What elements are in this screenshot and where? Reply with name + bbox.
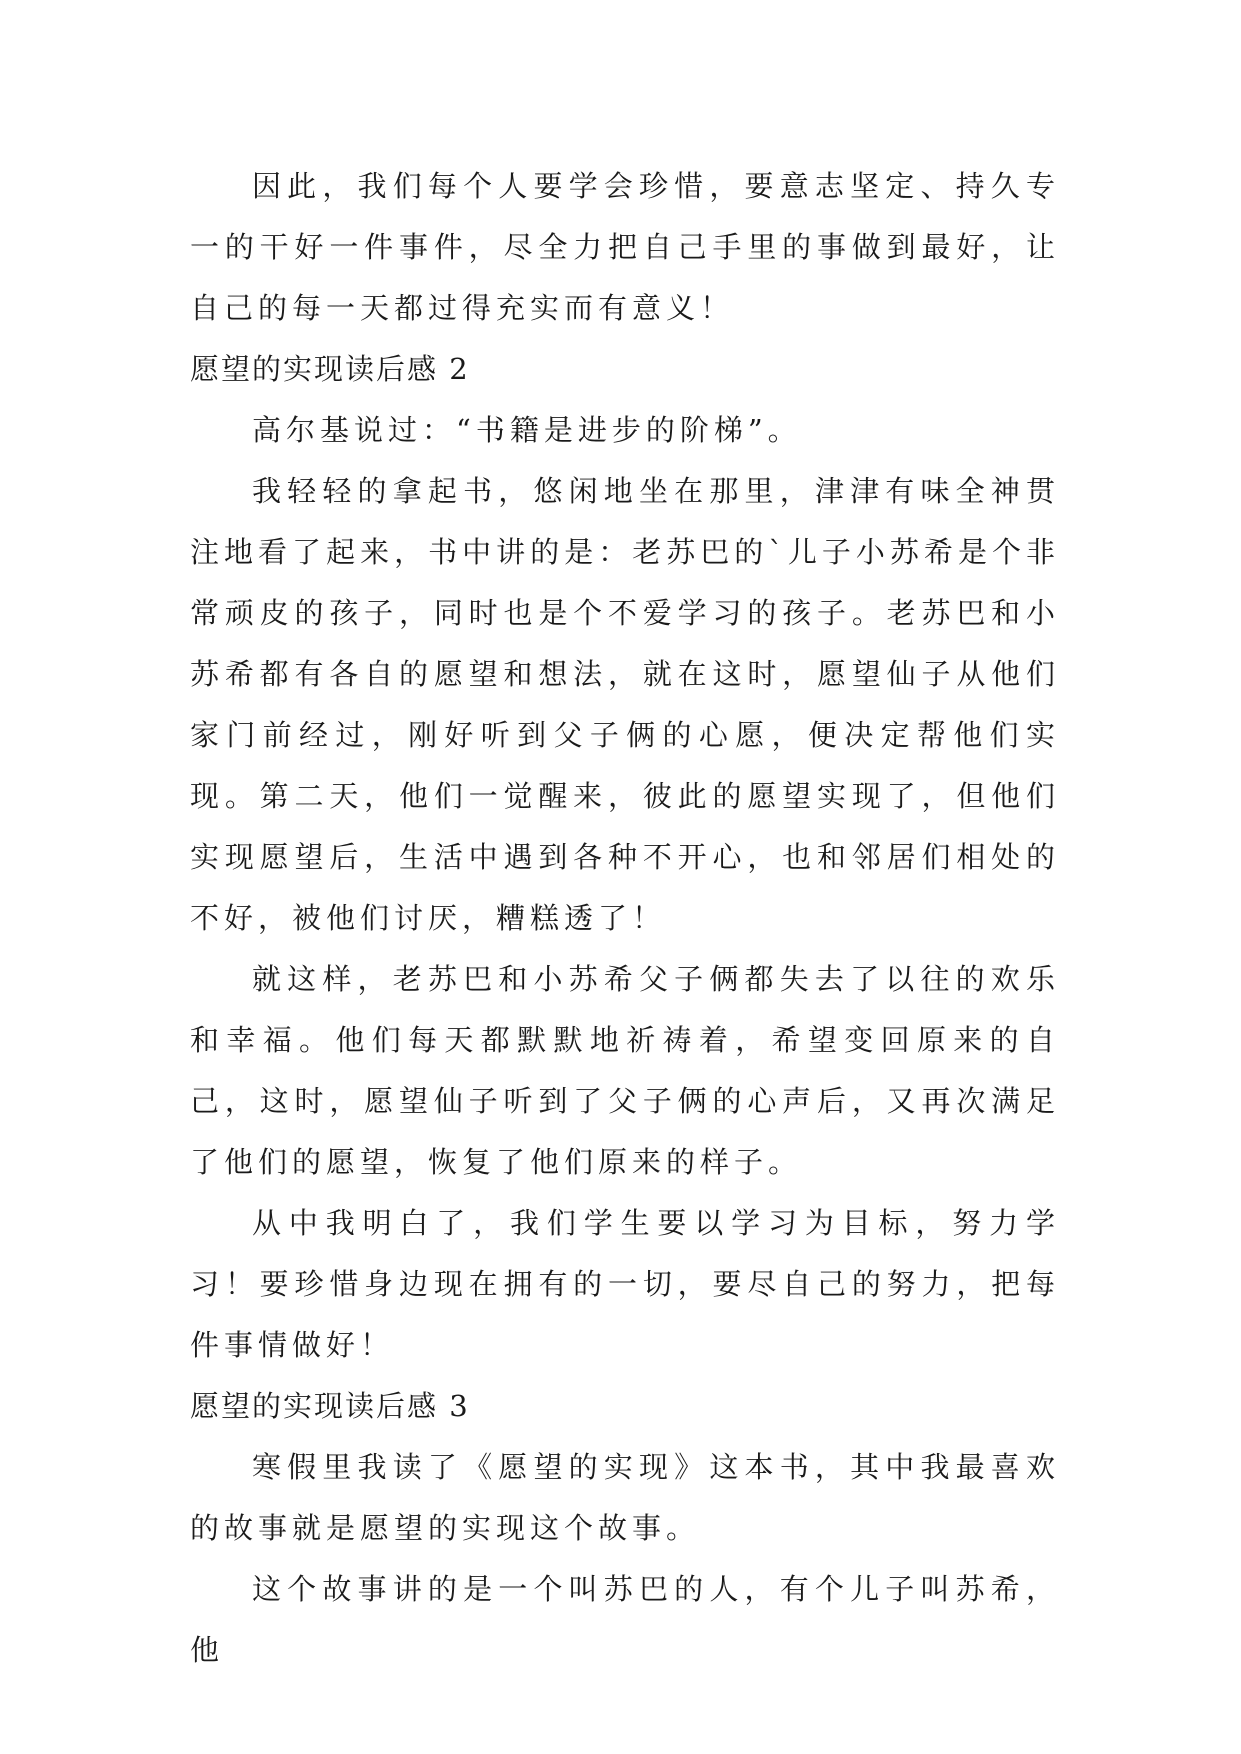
paragraph-story-summary: 我轻轻的拿起书，悠闲地坐在那里，津津有味全神贯注地看了起来，书中讲的是：老苏巴的`儿子小苏希是个非常顽皮的孩子，同时也是个不爱学习的孩子。老苏巴和小苏希都有各自的愿望和想法，就在这时，愿望仙子从他们家门前经过，刚好听到父子俩的心愿，便决定帮他们实现。第二天，他们一觉醒来，彼此的愿望实现了，但他们实现愿望后，生活中遇到各种不开心，也和邻居们相处的不好，被他们讨厌，糟糕透了！ <box>190 474 1060 935</box>
paragraph-gorky-quote: 高尔基说过：“书籍是进步的阶梯”。 <box>252 413 802 447</box>
paragraph-lesson: 从中我明白了，我们学生要以学习为目标，努力学习！要珍惜身边现在拥有的一切，要尽自己的努力，把每件事情做好！ <box>190 1206 1060 1362</box>
section-heading-3: 愿望的实现读后感 3 <box>190 1389 470 1423</box>
paragraph-winter-reading: 寒假里我读了《愿望的实现》这本书，其中我最喜欢的故事就是愿望的实现这个故事。 <box>190 1450 1060 1545</box>
paragraph-lost-happiness: 就这样，老苏巴和小苏希父子俩都失去了以往的欢乐和幸福。他们每天都默默地祈祷着，希望变回原来的自己，这时，愿望仙子听到了父子俩的心声后，又再次满足了他们的愿望，恢复了他们原来的样子。 <box>190 962 1060 1179</box>
document-page <box>190 156 1060 1681</box>
section-heading-2: 愿望的实现读后感 2 <box>190 352 470 386</box>
paragraph-cherish: 因此，我们每个人要学会珍惜，要意志坚定、持久专一的干好一件事件，尽全力把自己手里的事做到最好，让自己的每一天都过得充实而有意义！ <box>190 169 1060 325</box>
paragraph-story-intro: 这个故事讲的是一个叫苏巴的人，有个儿子叫苏希，他 <box>190 1572 1060 1667</box>
